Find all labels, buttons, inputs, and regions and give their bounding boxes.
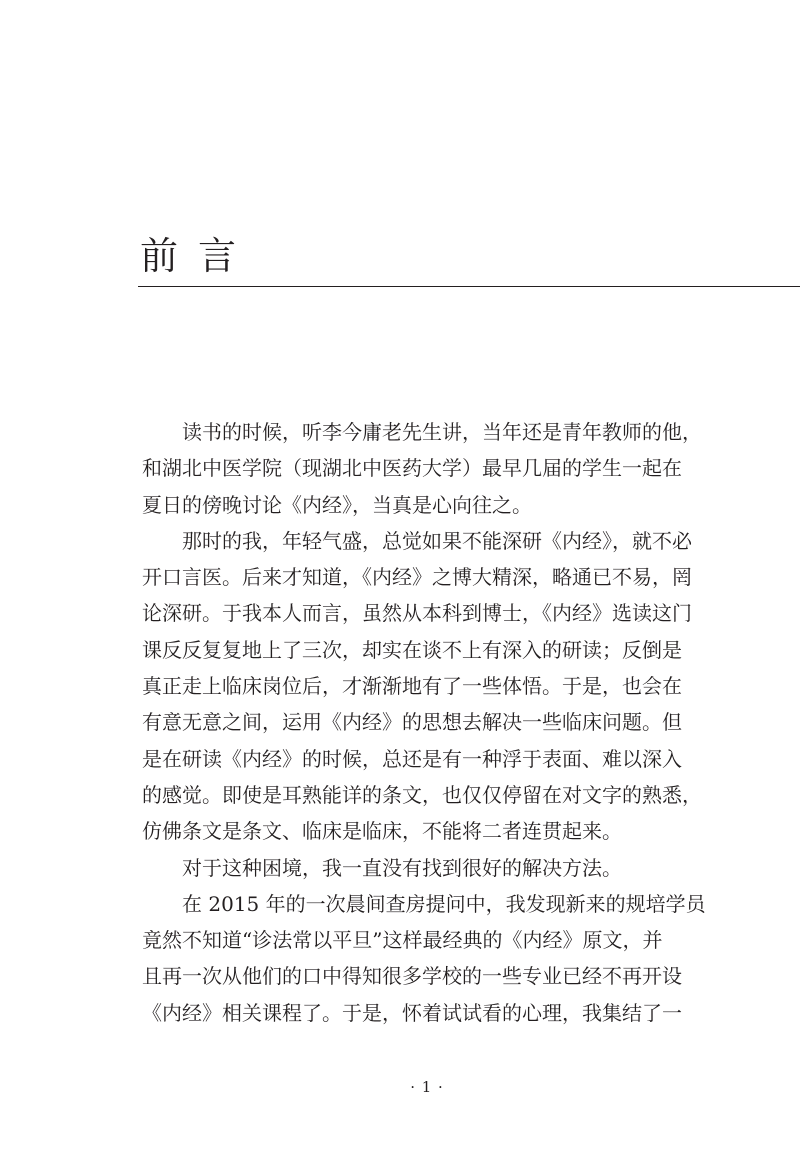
paragraph: 对于这种困境，我一直没有找到很好的解决方法。 xyxy=(182,855,622,880)
page-number: · 1 · xyxy=(410,1078,444,1096)
page-heading: 前言 xyxy=(140,234,257,278)
heading-rule xyxy=(138,286,800,287)
paragraph: 读书的时候，听李今庸老先生讲，当年还是青年教师的他， 和湖北中医学院（现湖北中医药大学）最早几届的学生一起在 夏日的傍晚讨论《内经》，当真是心向往之。 xyxy=(142,420,702,517)
paragraph: 在 2015 年的一次晨间查房提问中，我发现新来的规培学员 竟然不知道“诊法常以平旦”这样最经典的《内经》原文，并 且再一次从他们的口中得知很多学校的一些专业已经不再开设 《内经》相关课程了。于是，怀着试试看的心理，我集结了一 xyxy=(142,891,706,1025)
paragraph: 那时的我，年轻气盛，总觉如果不能深研《内经》，就不必 开口言医。后来才知道，《内经》之博大精深，略通已不易，罔 论深研。于我本人而言，虽然从本科到博士，《内经》选读这门 课反反复复地上了三次，却实在谈不上有深入的研读；反倒是 真正走上临床岗位后，才渐渐地有了一些体悟。于是，也会在 有意无意之间，运用《内经》的思想去解决一些临床问题。但 是在研读《内经》的时候，总还是有一种浮于表面、难以深入 的感觉。即使是耳熟能详的条文，也仅仅停留在对文字的熟悉， 仿佛条文是条文、临床是临床，不能将二者连贯起来。 xyxy=(142,528,702,844)
body-text xyxy=(142,414,714,1031)
